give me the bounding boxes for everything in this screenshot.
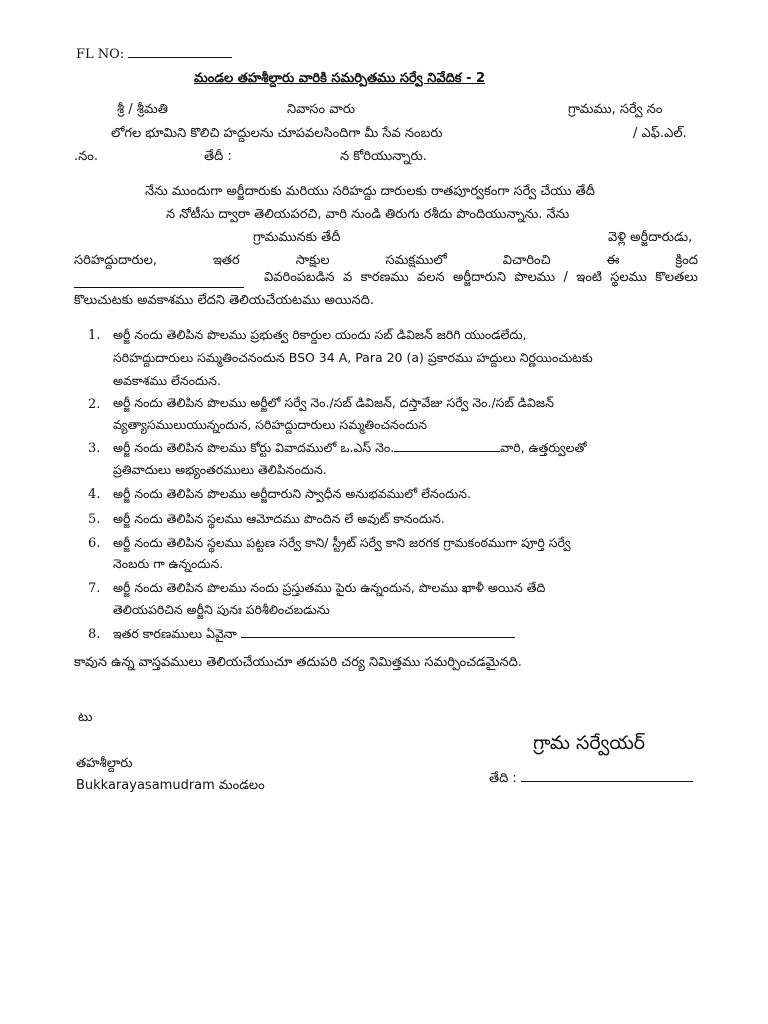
list-item-4: అర్జీ నందు తెలిపిన పొలము అర్జీదారుని స్వాధీన అనుభవములో లేనందున. (113, 486, 471, 501)
copy-to-label: టు (78, 710, 93, 725)
date-blank (521, 770, 693, 782)
list-item-2-line-2: వ్యత్యాసములుయున్నందున, సరిహద్దుదారులు సమ్మతించనందున (113, 417, 428, 432)
fl-no-line (76, 46, 232, 62)
item-number: 7. (88, 581, 101, 596)
para-word: క్రింద (675, 253, 698, 268)
para-word: సరిహద్దుదారుల, (74, 253, 158, 268)
para-word: వివరింపబడిన (264, 270, 335, 285)
para-line-6: కొలుచుటకు అవకాశము లేదని తెలియచేయటము అయినది. (74, 293, 375, 308)
para-word: ఇంటి (576, 270, 602, 285)
para-word: వలన (416, 270, 445, 285)
line-nivasam: నివాసం వారు (287, 102, 356, 117)
case-number-blank (394, 440, 500, 452)
list-item-2-line-1: అర్జీ నందు తెలిపిన పొలము అర్జీలో సర్వే నెం./సబ్ డివిజన్, దస్తావేజు సర్వే నెం./సబ్ డివిజన్ (113, 395, 554, 410)
para-word: స్థలము (610, 270, 647, 285)
item-3-text-b: వారి, ఉత్తర్వులతో (500, 440, 587, 455)
para-line-1: నేను ముందుగా అర్జీదారుకు మరియు సరిహద్దు దారులకు రాతపూర్వకంగా సర్వే చేయు తేదీ (145, 184, 595, 199)
item-number: 4. (88, 487, 101, 502)
closing-line: కావున ఉన్న వాస్తవములు తెలియచేయుచూ తదుపరి చర్య నిమిత్తము సమర్పించడమైనది. (74, 655, 522, 670)
item-3-text-a: అర్జీ నందు తెలిపిన పొలము కోర్టు వివాదములో ఒ.ఎస్ నెం. (113, 440, 395, 455)
list-item-6-line-1: అర్జీ నందు తెలిపిన స్థలము పట్టణ సర్వే కాని/ స్ట్రీట్ సర్వే కాని జరగక గ్రామకంఠముగా పూర్తి సర్వే (113, 535, 571, 550)
line-logala: లోగల భూమిని కొలిచి హద్దులను చూపవలసిందిగా మీ సేవ నంబరు (111, 126, 443, 141)
list-item-7-line-2: తెలియపరిచిన అర్జీని పునః పరిశీలించబడును (113, 602, 330, 617)
list-item-6-line-2: నెంబరు గా ఉన్నందున. (113, 556, 224, 571)
list-item-1-line-3: అవకాశము లేనందున. (113, 373, 221, 388)
reason-blank (74, 276, 244, 288)
item-number: 8. (88, 627, 101, 642)
list-item-1-line-2: సరిహద్దుదారులు సమ్మతించనందున BSO 34 A, Para 20 (a) ప్రకారము హద్దులు నిర్ణయించుటకు (113, 350, 593, 365)
item-number: 1. (88, 328, 101, 343)
item-8-text: ఇతర కారణములు ఏవైనా (113, 626, 237, 641)
para-word: సాక్షుల (295, 253, 330, 268)
item-number: 3. (88, 441, 101, 456)
line-gramamu: గ్రామము, సర్వే నం (568, 102, 663, 117)
list-item-5: అర్జీ నందు తెలిపిన స్థలము ఆమోదము పొందిన లే అవుట్ కానందున. (113, 511, 445, 526)
item-number: 2. (88, 397, 101, 412)
other-reasons-blank (241, 626, 515, 638)
para-word: ఇతర (212, 253, 240, 268)
mandal-name: Bukkarayasamudram మండలం (76, 778, 265, 793)
line-koriyu: న కోరియున్నారు. (340, 149, 427, 164)
para-line-3b: వెళ్లి అర్జీదారుడు, (608, 230, 693, 245)
list-item-3-line-2: ప్రతివాదులు అభ్యంతరములు తెలిపినందున. (113, 462, 327, 477)
list-item-7-line-1: అర్జీ నందు తెలిపిన పొలము నందు ప్రస్తుతము పైరు ఉన్నందున, పొలము ఖాళీ అయిన తేది (113, 580, 546, 595)
para-word: విచారించి (502, 253, 551, 268)
line-tedi: తేదీ : (204, 149, 232, 164)
para-word: పొలము (514, 270, 556, 285)
para-line-5-text (264, 270, 698, 288)
line-fl: / ఎఫ్.ఎల్. (633, 126, 687, 141)
para-word: కొలతలు (655, 270, 698, 285)
item-number: 6. (88, 536, 101, 551)
para-word: / (563, 270, 568, 285)
para-word: వ (342, 270, 353, 285)
para-word: అర్జీదారుని (452, 270, 506, 285)
fl-no-label: FL NO: (76, 47, 125, 62)
line-sri: శ్రీ / శ్రీమతి (117, 102, 168, 117)
para-word: కారణము (360, 270, 409, 285)
fl-no-blank (128, 46, 232, 58)
para-line-3a: గ్రామమునకు తేదీ (253, 230, 341, 245)
para-word: ఈ (606, 253, 620, 268)
list-item-3-line-1 (113, 440, 587, 459)
list-item-8 (113, 626, 515, 645)
list-item-1-line-1: అర్జీ నందు తెలిపిన పొలము ప్రభుత్వ రికార్డుల యందు సబ్ డివిజన్ జరిగి యుండలేదు, (113, 327, 527, 342)
para-line-5 (74, 276, 244, 292)
date-label: తేది : (489, 771, 517, 786)
item-number: 5. (88, 512, 101, 527)
para-line-2: న నోటీసు ద్వారా తెలియపరచి, వారి నుండి తిరుగు రశీదు పొందియున్నాను. నేను (166, 207, 570, 222)
line-nam: .నం. (74, 149, 98, 164)
village-surveyor-signature: గ్రామ సర్వేయర్ (533, 732, 646, 754)
document-title: మండల తహశీల్దారు వారికి సమర్పితము సర్వే నివేదిక - 2 (194, 71, 486, 86)
date-line (489, 770, 693, 789)
tahsildar-label: తహశీల్దారు (76, 756, 133, 771)
para-word: సమక్షములో (385, 253, 447, 268)
para-line-4 (74, 253, 698, 271)
